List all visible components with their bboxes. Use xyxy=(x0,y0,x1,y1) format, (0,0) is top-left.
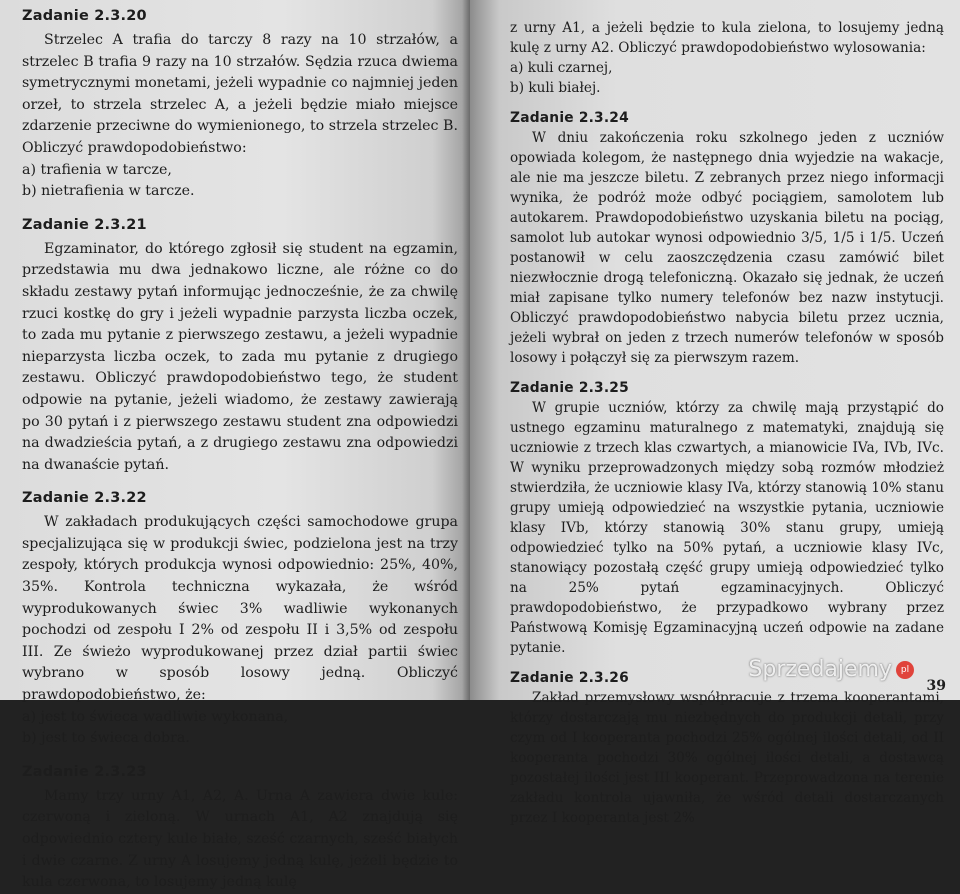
option-b: b) jest to świeca dobra. xyxy=(22,730,190,747)
watermark-logo xyxy=(748,657,914,682)
watermark-badge: pl xyxy=(896,661,914,679)
option-a: a) jest to świeca wadliwie wykonana, xyxy=(22,708,289,725)
left-page xyxy=(0,0,470,891)
exercise-2-3-25 xyxy=(510,380,944,658)
exercise-text: W dniu zakończenia roku szkolnego jeden z uczniów opowiada kolegom, że następnego dnia wyjedzie na wakacje, ale nie ma jeszcze biletu. Z zebranych przez niego informacji wynika, że podróż może odbyć pociągiem, samolotem lub autokarem. Prawdopodobieństwo uzyskania biletu na pociąg, samolot lub autokar wynosi odpowiednio 3/5, 1/5 i 1/5. Uczeń postanowił w celu zaoszczędzenia czasu zamówić bilet niezwłocznie drogą telefoniczną. Okazało się jednak, że uczeń miał zapisane tylko numery telefonów bez nazw instytucji. Obliczyć prawdopodobieństwo nabycia biletu przez ucznia, jeżeli wybrał on jeden z trzech numerów telefonów w sposób losowy i połączył się za pierwszym razem. xyxy=(510,130,944,366)
option-b: b) kuli białej. xyxy=(510,80,601,96)
option-b: b) nietrafienia w tarcze. xyxy=(22,183,195,200)
exercise-text: Egzaminator, do którego zgłosił się student na egzamin, przedstawia mu dwa jednakowo liczne, ale różne co do składu zestawy pytań informując jednocześnie, że za chwilę rzuci kostkę do gry i jeżeli wypadnie parzysta liczba oczek, to zada mu pytanie z pierwszego zestawu, a jeżeli wypadnie nieparzysta liczba oczek, to zada mu pytanie z drugiego zestawu. Obliczyć prawdopodobieństwo tego, że student odpowie na pytanie, jeżeli wiadomo, że zestawy zawierają po 30 pytań i z pierwszego zestawu student zna odpowiedzi na dwadzieścia pytań, a z drugiego zestawu zna odpowiedzi na dwanaście pytań. xyxy=(22,240,458,473)
exercise-title: Zadanie 2.3.24 xyxy=(510,110,629,126)
exercise-2-3-22 xyxy=(22,490,458,750)
exercise-title: Zadanie 2.3.26 xyxy=(510,670,629,686)
exercise-text: W zakładach produkujących części samochodowe grupa specjalizująca się w produkcji świec, podzielona jest na trzy zespoły, których produkcja wynosi odpowiednio: 25%, 40%, 35%. Kontrola techniczna wykazała, że wśród wyprodukowanych świec 3% wadliwie wykonanych pochodzi od zespołu I 2% od zespołu II i 3,5% od zespołu III. Ze świeżo wyprodukowanej przez dział partii świec wybrano w sposób losowy jedną. Obliczyć prawdopodobieństwo, że: xyxy=(22,514,458,704)
exercise-2-3-23-continued xyxy=(510,18,944,98)
options-list xyxy=(22,707,458,750)
exercise-2-3-21 xyxy=(22,217,458,477)
exercise-2-3-24 xyxy=(510,110,944,368)
watermark-text: Sprzedajemy xyxy=(748,657,892,682)
exercise-2-3-26 xyxy=(510,670,944,828)
exercise-2-3-20 xyxy=(22,8,458,203)
option-a: a) kuli czarnej, xyxy=(510,60,613,76)
options-list xyxy=(510,58,944,98)
right-page xyxy=(470,0,960,826)
exercise-title: Zadanie 2.3.23 xyxy=(22,763,147,780)
exercise-text: z urny A1, a jeżeli będzie to kula zielona, to losujemy jedną kulę z urny A2. Obliczyć prawdopodobieństwo wylosowania: xyxy=(510,20,944,56)
exercise-text: Mamy trzy urny A1, A2, A. Urna A zawiera dwie kule: czerwoną i zieloną. W urnach A1, A2 znajdują się odpowiednio cztery kule białe, sześć czarnych, sześć białych i dwie czarne. Z urny A losujemy jedną kulę, jeżeli będzie to kula czerwona, to losujemy jedną kulę xyxy=(22,787,458,891)
exercise-title: Zadanie 2.3.25 xyxy=(510,380,629,396)
exercise-text: Zakład przemysłowy współpracuje z trzema kooperantami, którzy dostarczają mu niezbędnych do produkcji detali, przy czym od I kooperanta pochodzi 25% ogólnej ilości detali, od II kooperanta pochodzi 30% ogólnej ilości detali, a dostawcą pozostałej ilości jest III kooperant. Przeprowadzona na terenie zakładu kontrola ujawniła, że wśród detali dostarczanych przez I kooperanta jest 2% xyxy=(510,690,944,826)
options-list xyxy=(22,160,458,203)
exercise-text: W grupie uczniów, którzy za chwilę mają przystąpić do ustnego egzaminu maturalnego z matematyki, znajdują się uczniowie z trzech klas czwartych, a mianowicie IVa, IVb, IVc. W wyniku przeprowadzonych między sobą rozmów młodzież stwierdziła, że uczniowie klasy IVa, którzy stanowią 10% stanu grupy umieją odpowiedzieć na wszystkie pytania, uczniowie klasy IVb, którzy stanowią 30% stanu grupy, umieją odpowiedzieć tylko na 50% pytań, a uczniowie klasy IVc, stanowiący pozostałą część grupy umieją odpowiedzieć tylko na 25% pytań egzaminacyjnych. Obliczyć prawdopodobieństwo, że przypadkowo wybrany przez Państwową Komisję Egzaminacyjną uczeń odpowie na zadane pytanie. xyxy=(510,400,944,656)
page-number: 39 xyxy=(926,678,946,694)
exercise-title: Zadanie 2.3.21 xyxy=(22,216,147,233)
exercise-text: Strzelec A trafia do tarczy 8 razy na 10 strzałów, a strzelec B trafia 9 razy na 10 strzałów. Sędzia rzuca dwiema symetrycznymi monetami, jeżeli wypadnie co najmniej jeden orzeł, to strzela strzelec A, a jeżeli będzie miało miejsce zdarzenie przeciwne do wymienionego, to strzela strzelec B. Obliczyć prawdopodobieństwo: xyxy=(22,32,458,156)
exercise-title: Zadanie 2.3.20 xyxy=(22,8,147,24)
option-a: a) trafienia w tarcze, xyxy=(22,161,172,178)
exercise-title: Zadanie 2.3.22 xyxy=(22,490,147,507)
exercise-2-3-23 xyxy=(22,764,458,894)
